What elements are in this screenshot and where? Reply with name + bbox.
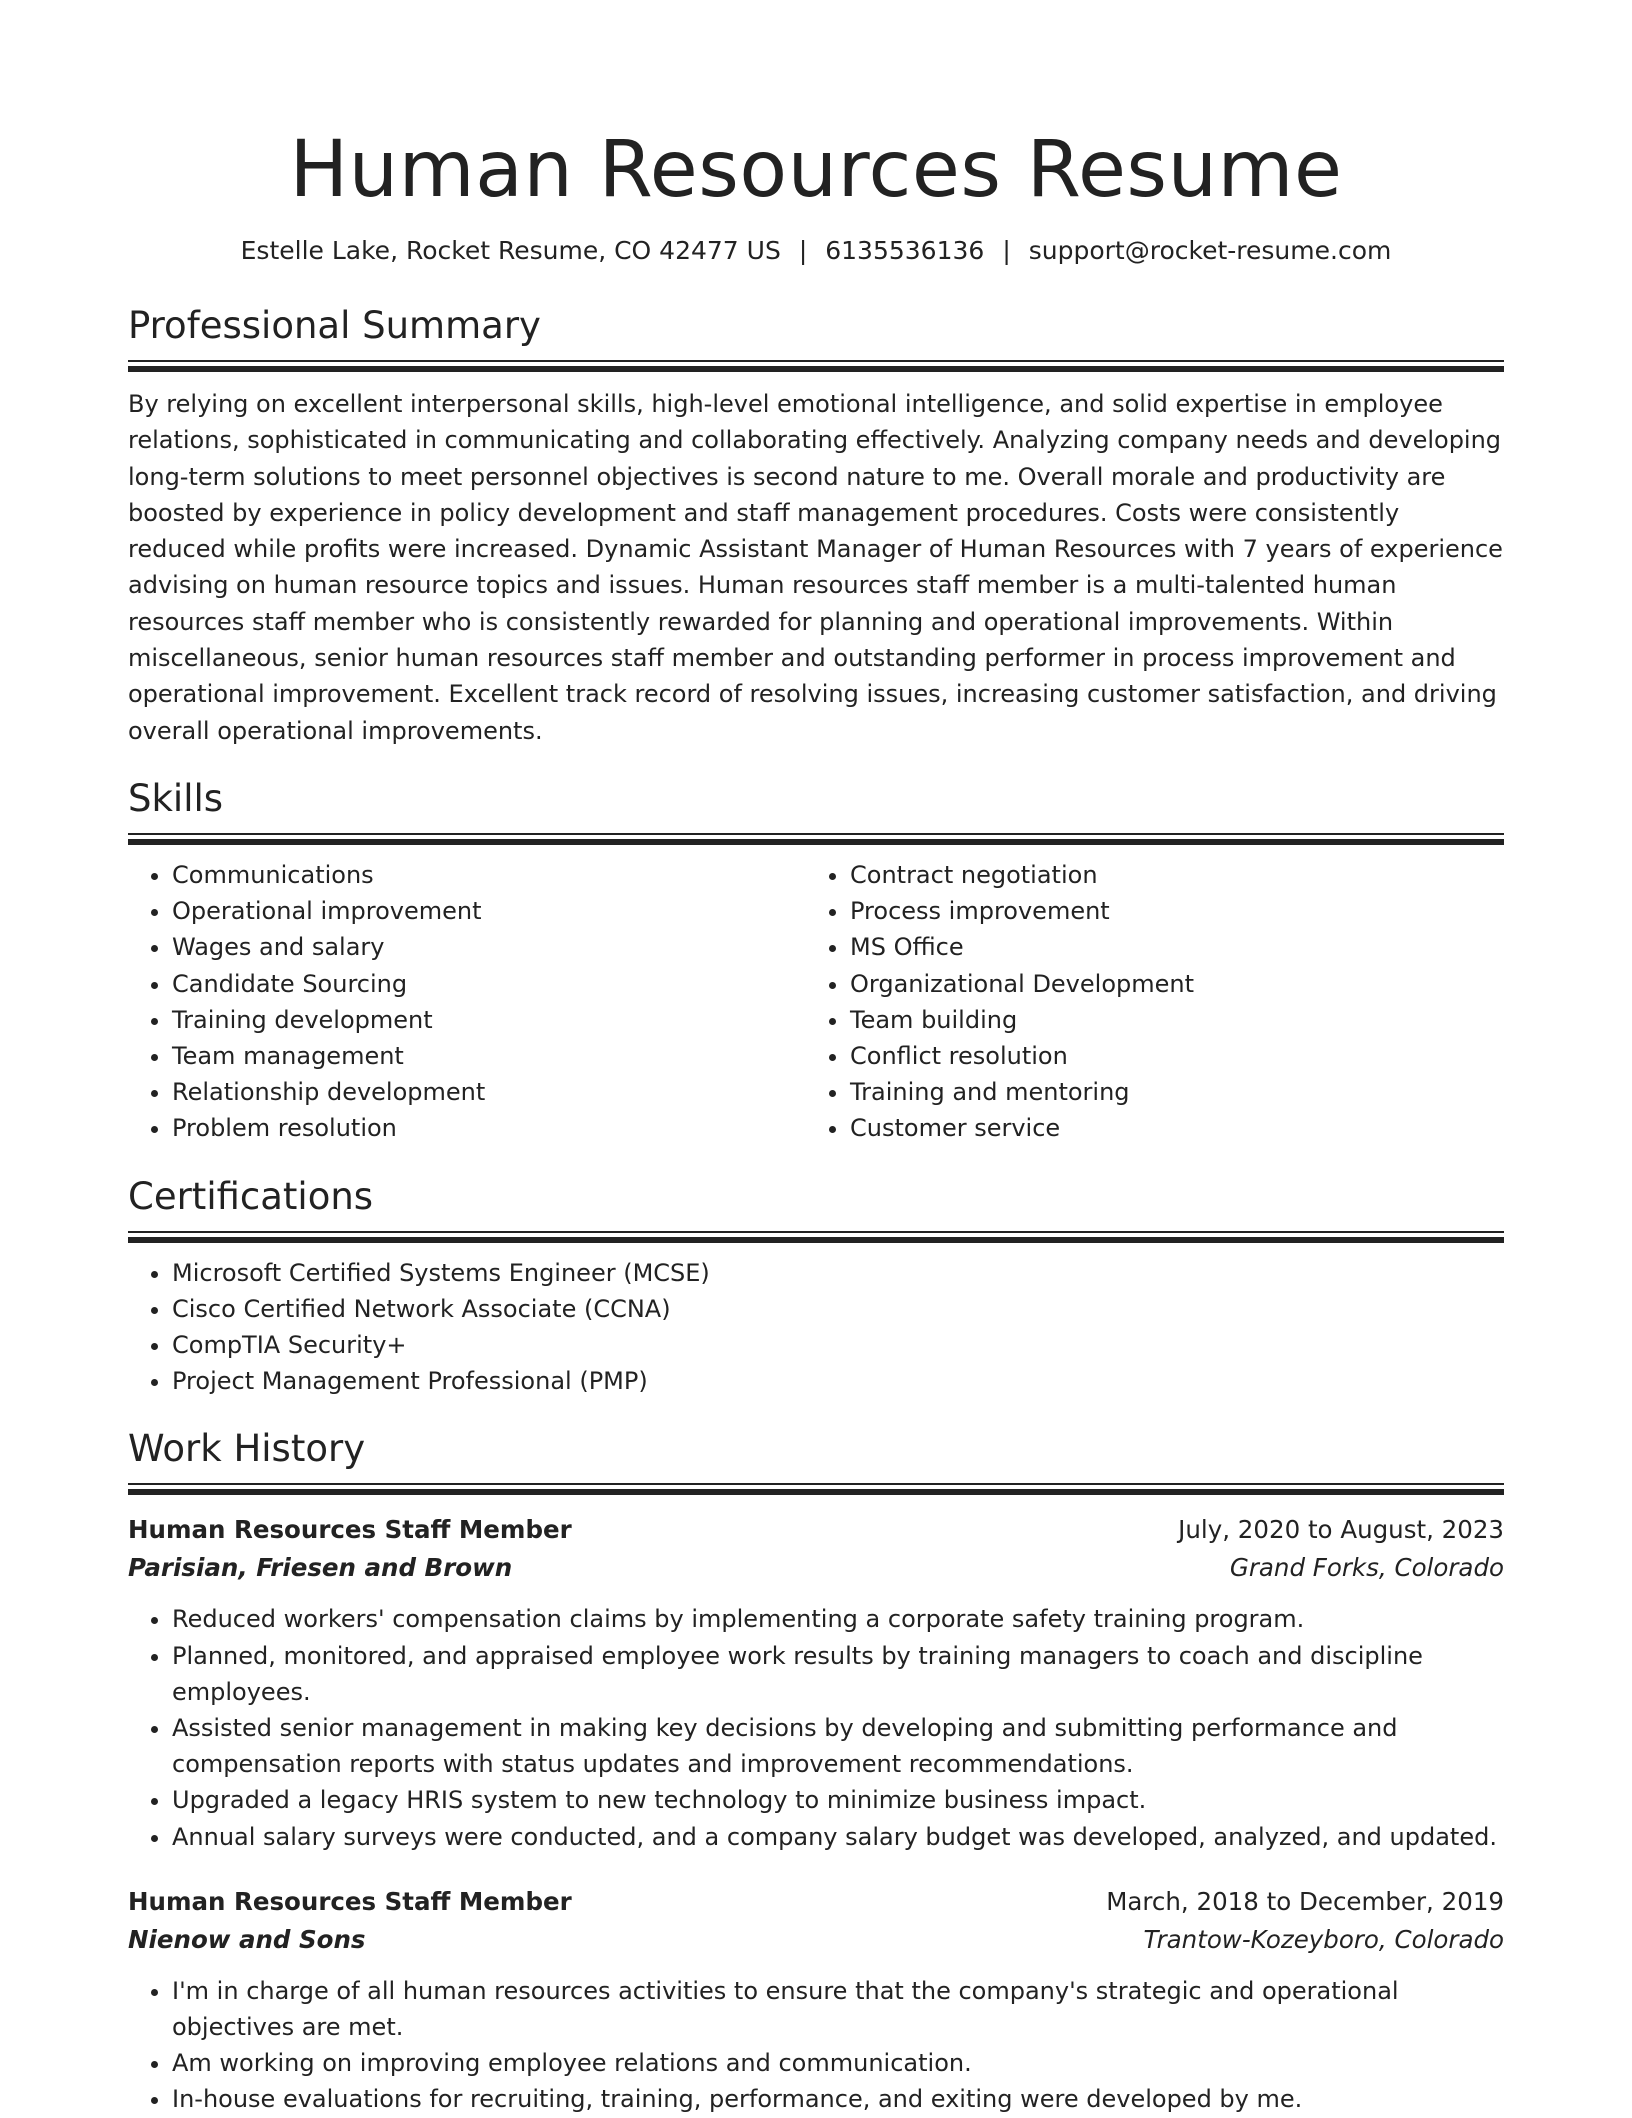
resume-page xyxy=(128,0,1504,2118)
contact-separator: | xyxy=(1002,236,1011,265)
certification-item: • Project Management Professional (PMP) xyxy=(172,1363,1504,1399)
certification-item: • Microsoft Certified Systems Engineer (MCSE) xyxy=(172,1255,1504,1291)
skill-item: • Contract negotiation xyxy=(850,857,1484,893)
job-bullet: • In-house evaluations for recruiting, training, performance, and exiting were developed by me. xyxy=(172,2081,1504,2117)
summary-section xyxy=(128,302,1504,749)
job-bullets xyxy=(128,1601,1504,1854)
section-divider xyxy=(128,1231,1504,1243)
section-heading-summary: Professional Summary xyxy=(128,304,541,347)
job-bullet: • I'm in charge of all human resources activities to ensure that the company's strategic and operational objectives are met. xyxy=(172,1973,1504,2045)
job-header xyxy=(128,1883,1504,1921)
skills-grid xyxy=(128,857,1504,1147)
job-bullet: • Reduced workers' compensation claims by implementing a corporate safety training program. xyxy=(172,1601,1504,1637)
skill-item: • Customer service xyxy=(850,1110,1484,1146)
job-header xyxy=(128,1511,1504,1549)
job-bullet: • Am working on improving employee relations and communication. xyxy=(172,2045,1504,2081)
job-location: Trantow-Kozeyboro, Colorado xyxy=(1143,1924,1504,1954)
job-dates: March, 2018 to December, 2019 xyxy=(1106,1886,1504,1916)
job-bullet: • Assisted senior management in making key decisions by developing and submitting performance and compensation reports with status updates and improvement recommendations. xyxy=(172,1710,1504,1782)
section-heading-certifications: Certifications xyxy=(128,1174,374,1218)
skills-column-left xyxy=(128,857,806,1147)
job-company: Nienow and Sons xyxy=(128,1924,366,1954)
skill-item: • MS Office xyxy=(850,929,1484,965)
page-title: Human Resources Resume xyxy=(289,125,1343,215)
skill-item: • Problem resolution xyxy=(172,1110,806,1146)
job-subheader xyxy=(128,1549,1504,1587)
skill-item: • Training development xyxy=(172,1002,806,1038)
certifications-section xyxy=(128,1173,1504,1400)
certification-item: • Cisco Certified Network Associate (CCNA) xyxy=(172,1291,1504,1327)
section-divider xyxy=(128,1483,1504,1495)
skill-item: • Wages and salary xyxy=(172,929,806,965)
skill-item: • Team management xyxy=(172,1038,806,1074)
job-bullet: • Planned, monitored, and appraised employee work results by training managers to coach and discipline employees. xyxy=(172,1638,1504,1710)
skills-section xyxy=(128,775,1504,1147)
contact-email: support@rocket-resume.com xyxy=(1028,236,1392,265)
job-company: Parisian, Friesen and Brown xyxy=(128,1553,513,1583)
contact-line xyxy=(128,234,1504,268)
contact-phone: 6135536136 xyxy=(825,236,985,265)
contact-address: Estelle Lake, Rocket Resume, CO 42477 US xyxy=(240,236,781,265)
skill-item: • Candidate Sourcing xyxy=(172,966,806,1002)
job-subheader xyxy=(128,1921,1504,1959)
contact-separator: | xyxy=(798,236,808,265)
job-title: Human Resources Staff Member xyxy=(128,1886,572,1916)
section-heading-work-history: Work History xyxy=(128,1427,366,1471)
skill-item: • Communications xyxy=(172,857,806,893)
job-bullet: • Upgraded a legacy HRIS system to new technology to minimize business impact. xyxy=(172,1782,1504,1818)
skill-item: • Conflict resolution xyxy=(850,1038,1484,1074)
job-bullet: • Annual salary surveys were conducted, and a company salary budget was developed, analyzed, and updated. xyxy=(172,1819,1504,1855)
job-dates: July, 2020 to August, 2023 xyxy=(1178,1515,1504,1545)
skill-item: • Organizational Development xyxy=(850,966,1484,1002)
skill-item: • Operational improvement xyxy=(172,893,806,929)
skills-column-right xyxy=(806,857,1484,1147)
job-entry xyxy=(128,1511,1504,1854)
work-history-section xyxy=(128,1425,1504,2117)
section-divider xyxy=(128,360,1504,372)
section-divider xyxy=(128,833,1504,845)
section-heading-skills: Skills xyxy=(128,776,224,820)
skill-item: • Relationship development xyxy=(172,1074,806,1110)
skill-item: • Team building xyxy=(850,1002,1484,1038)
skill-item: • Process improvement xyxy=(850,893,1484,929)
summary-text: By relying on excellent interpersonal skills, high-level emotional intelligence, and solid expertise in employee relations, sophisticated in communicating and collaborating effectively. Analyzing company needs and developing long-term solutions to meet personnel objectives is second nature to me. Overall morale and productivity are boosted by experience in policy development and staff management procedures. Costs were consistently reduced while profits were increased. Dynamic Assistant Manager of Human Resources with 7 years of experience advising on human resource topics and issues. Human resources staff member is a multi-talented human resources staff member who is consistently rewarded for planning and operational improvements. Within miscellaneous, senior human resources staff member and outstanding performer in process improvement and operational improvement. Excellent track record of resolving issues, increasing customer satisfaction, and driving overall operational improvements. xyxy=(128,390,1503,745)
skill-item: • Training and mentoring xyxy=(850,1074,1484,1110)
certifications-list xyxy=(128,1255,1504,1400)
job-bullets xyxy=(128,1973,1504,2118)
job-title: Human Resources Staff Member xyxy=(128,1515,572,1545)
job-location: Grand Forks, Colorado xyxy=(1229,1553,1504,1583)
certification-item: • CompTIA Security+ xyxy=(172,1327,1504,1363)
job-entry xyxy=(128,1883,1504,2118)
